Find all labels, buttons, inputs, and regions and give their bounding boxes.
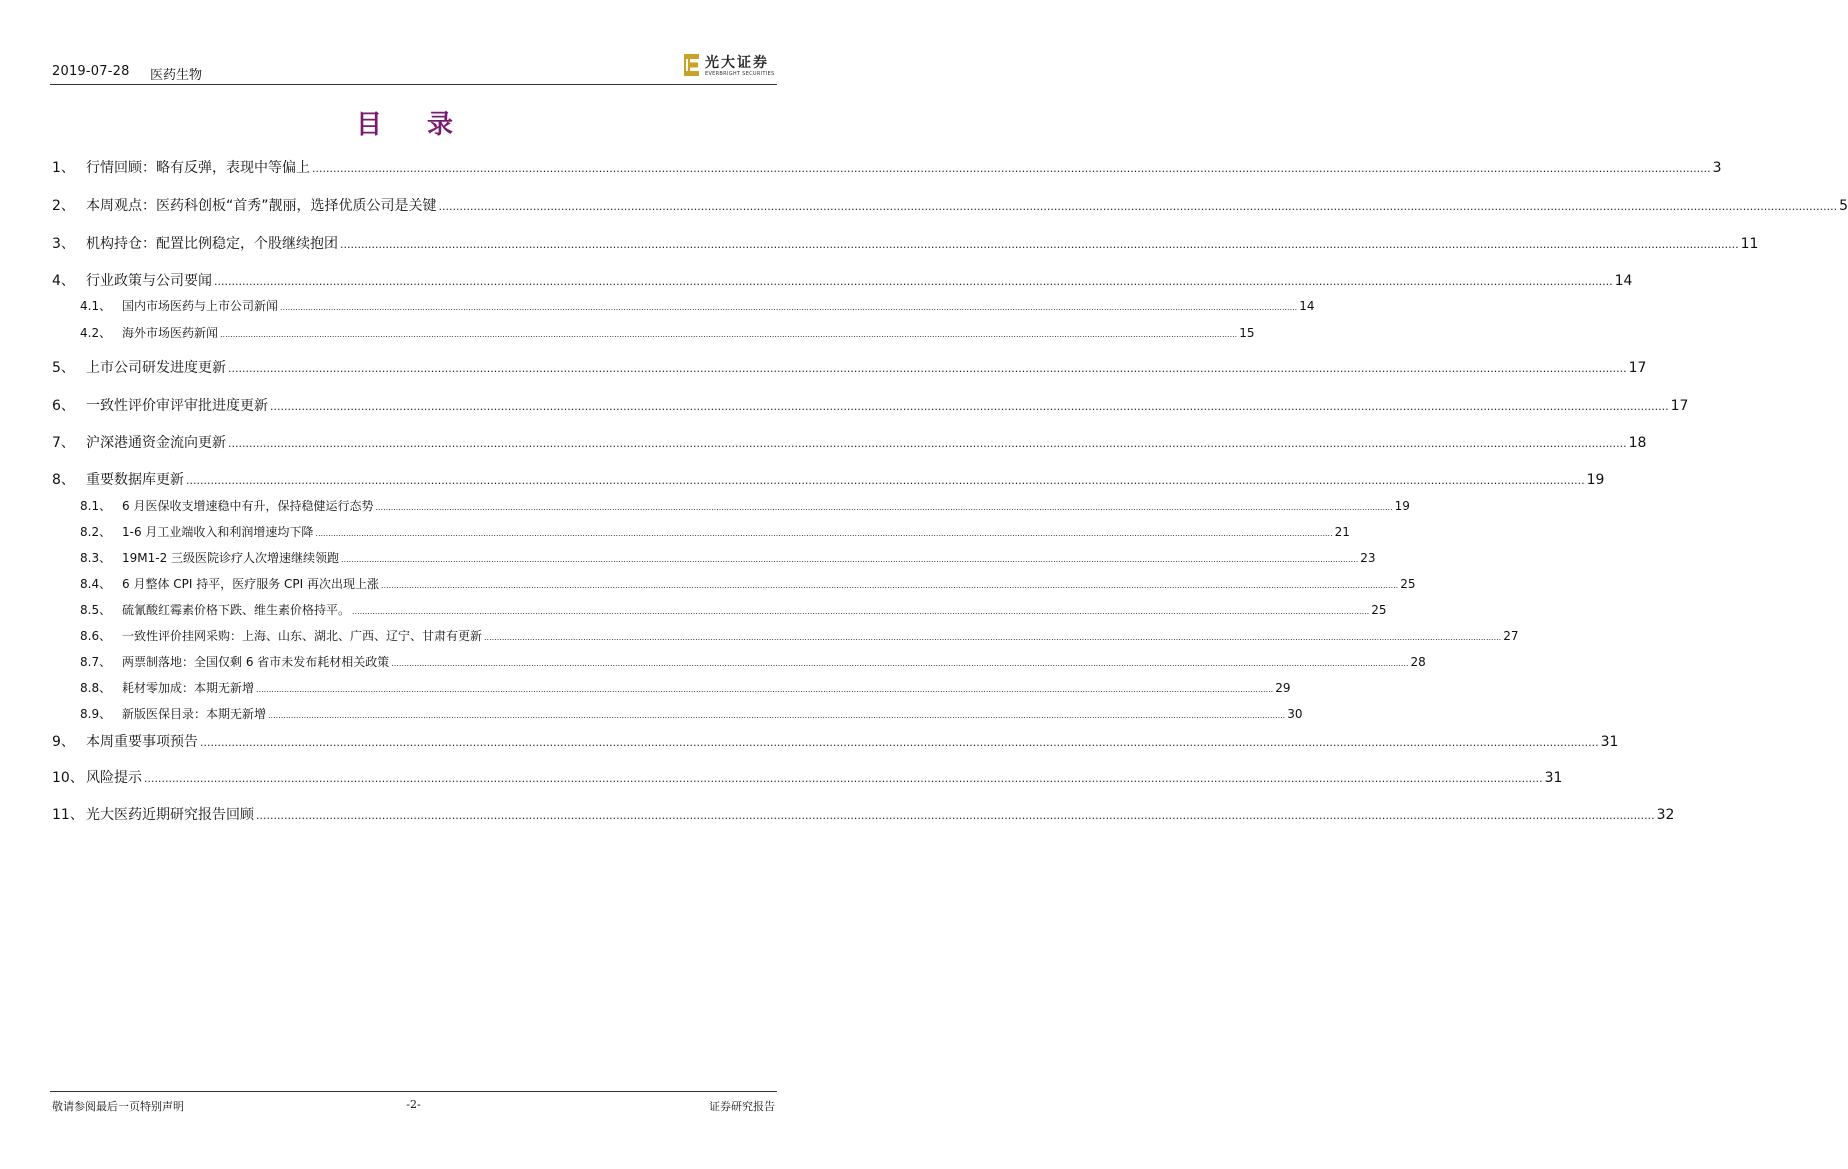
toc-leader-dots: ................................................................................................................................................................................................................................................................................................................................................................................................................ [220,330,1238,339]
logo-english-name: EVERBRIGHT SECURITIES [705,71,775,77]
toc-entry-page: 14 [1299,299,1315,313]
toc-entry-page: 3 [1712,160,1722,176]
toc-entry-page: 31 [1600,734,1619,750]
toc-title: 目 录 [355,110,472,140]
toc-entry-page: 31 [1544,770,1563,786]
toc-entry[interactable] [80,601,1387,618]
report-date: 2019-07-28 [52,64,130,79]
toc-leader-dots: ................................................................................................................................................................................................................................................................................................................................................................................................................ [484,633,1502,642]
toc-entry[interactable] [52,767,1563,787]
page-header [50,46,777,85]
toc-entry-page: 30 [1287,707,1303,721]
toc-entry-page: 19 [1394,499,1410,513]
toc-leader-dots: ................................................................................................................................................................................................................................................................................................................................................................................................................ [315,529,1333,538]
toc-entry-page: 18 [1628,435,1647,451]
toc-entry-title: 重要数据库更新 [86,472,184,488]
toc-leader-dots: ................................................................................................................................................................................................................................................................................................................................................................................................................ [228,437,1627,450]
page-number: -2- [406,1098,421,1111]
toc-leader-dots: ................................................................................................................................................................................................................................................................................................................................................................................................................ [340,238,1739,251]
report-type: 证券研究报告 [709,1100,775,1113]
toc-leader-dots: ................................................................................................................................................................................................................................................................................................................................................................................................................ [391,659,1409,668]
toc-leader-dots: ................................................................................................................................................................................................................................................................................................................................................................................................................ [381,581,1399,590]
toc-leader-dots: ................................................................................................................................................................................................................................................................................................................................................................................................................ [280,303,1298,312]
toc-entry-number: 8.2、 [80,525,112,539]
toc-entry-page: 19 [1586,472,1605,488]
toc-entry-page: 25 [1371,603,1387,617]
toc-entry[interactable] [52,233,1759,253]
toc-entry[interactable] [52,804,1675,824]
toc-entry-title: 沪深港通资金流向更新 [86,435,226,451]
toc-entry-title: 6 月医保收支增速稳中有升，保持稳健运行态势 [122,499,374,513]
toc-entry-number: 8.5、 [80,603,112,617]
toc-entry-title: 6 月整体 CPI 持平，医疗服务 CPI 再次出现上涨 [122,577,380,591]
toc-entry-number: 6、 [52,398,75,414]
toc-entry-page: 25 [1400,577,1416,591]
toc-entry-number: 9、 [52,734,75,750]
toc-leader-dots: ................................................................................................................................................................................................................................................................................................................................................................................................................ [312,162,1711,175]
toc-entry[interactable] [80,297,1315,314]
toc-leader-dots: ................................................................................................................................................................................................................................................................................................................................................................................................................ [375,503,1393,512]
toc-entry[interactable] [80,324,1255,341]
toc-entry-title: 两票制落地：全国仅剩 6 省市未发布耗材相关政策 [122,655,390,669]
toc-entry-page: 14 [1614,273,1633,289]
toc-entry-page: 11 [1740,236,1759,252]
toc-entry-number: 4.1、 [80,299,112,313]
toc-leader-dots: ................................................................................................................................................................................................................................................................................................................................................................................................................ [186,474,1585,487]
toc-entry[interactable] [52,157,1722,177]
toc-entry-title: 光大医药近期研究报告回顾 [86,807,254,823]
toc-entry-number: 2、 [52,198,75,214]
toc-entry-number: 8.7、 [80,655,112,669]
toc-entry-number: 10、 [52,770,84,786]
toc-leader-dots: ................................................................................................................................................................................................................................................................................................................................................................................................................ [268,711,1286,720]
toc-entry-title: 19M1-2 三级医院诊疗人次增速继续领跑 [122,551,340,565]
toc-entry-number: 4.2、 [80,326,112,340]
toc-entry-number: 4、 [52,273,75,289]
page-footer [50,1091,777,1116]
toc-leader-dots: ................................................................................................................................................................................................................................................................................................................................................................................................................ [270,400,1669,413]
toc-entry-number: 8.3、 [80,551,112,565]
toc-entry-page: 29 [1275,681,1291,695]
toc-entry[interactable] [80,497,1410,514]
toc-entry[interactable] [80,549,1376,566]
toc-entry[interactable] [52,731,1619,751]
footer-disclaimer: 敬请参阅最后一页特别声明 [52,1100,184,1113]
toc-entry-number: 7、 [52,435,75,451]
toc-entry-title: 国内市场医药与上市公司新闻 [122,299,279,313]
toc-entry-title: 1-6 月工业端收入和利润增速均下降 [122,525,314,539]
toc-leader-dots: ................................................................................................................................................................................................................................................................................................................................................................................................................ [228,362,1627,375]
toc-entry[interactable] [80,653,1426,670]
toc-entry-title: 海外市场医药新闻 [122,326,219,340]
toc-entry-title: 风险提示 [86,770,142,786]
toc-entry-page: 32 [1656,807,1675,823]
toc-entry[interactable] [80,705,1303,722]
toc-entry[interactable] [80,575,1416,592]
toc-leader-dots: ................................................................................................................................................................................................................................................................................................................................................................................................................ [256,685,1274,694]
toc-entry-title: 本周观点：医药科创板“首秀”靓丽，选择优质公司是关键 [86,198,437,214]
toc-entry-title: 行情回顾：略有反弹，表现中等偏上 [86,160,310,176]
toc-leader-dots: ................................................................................................................................................................................................................................................................................................................................................................................................................ [341,555,1359,564]
toc-leader-dots: ................................................................................................................................................................................................................................................................................................................................................................................................................ [144,772,1543,785]
toc-entry-page: 15 [1239,326,1255,340]
toc-entry[interactable] [52,469,1605,489]
toc-entry-page: 21 [1334,525,1350,539]
toc-entry-number: 8.8、 [80,681,112,695]
toc-entry[interactable] [52,195,1848,215]
toc-entry[interactable] [80,523,1350,540]
toc-leader-dots: ................................................................................................................................................................................................................................................................................................................................................................................................................ [438,200,1838,213]
toc-entry[interactable] [52,395,1689,415]
toc-entry-title: 机构持仓：配置比例稳定，个股继续抱团 [86,236,338,252]
report-sector: 医药生物 [150,68,203,83]
everbright-logo-icon [683,53,701,77]
toc-entry-number: 8.4、 [80,577,112,591]
toc-entry-title: 新版医保目录：本期无新增 [122,707,267,721]
toc-entry-page: 17 [1628,360,1647,376]
toc-entry-title: 硫氰酸红霉素价格下跌、维生素价格持平。 [122,603,351,617]
toc-entry[interactable] [52,270,1633,290]
toc-entry-page: 17 [1670,398,1689,414]
toc-leader-dots: ................................................................................................................................................................................................................................................................................................................................................................................................................ [200,736,1599,749]
toc-entry-title: 一致性评价审评审批进度更新 [86,398,268,414]
toc-entry-page: 5 [1839,198,1848,214]
toc-entry-number: 8.9、 [80,707,112,721]
toc-entry-title: 本周重要事项预告 [86,734,198,750]
toc-entry-number: 8、 [52,472,75,488]
toc-entry-page: 23 [1360,551,1376,565]
toc-entry[interactable] [80,679,1291,696]
toc-entry[interactable] [80,627,1519,644]
logo-chinese-name: 光大证券 [705,55,769,71]
toc-entry-number: 8.6、 [80,629,112,643]
toc-entry-title: 耗材零加成：本期无新增 [122,681,255,695]
company-logo [683,52,775,80]
toc-entry[interactable] [52,357,1647,377]
toc-entry-page: 27 [1503,629,1519,643]
toc-leader-dots: ................................................................................................................................................................................................................................................................................................................................................................................................................ [352,607,1370,616]
toc-leader-dots: ................................................................................................................................................................................................................................................................................................................................................................................................................ [256,809,1655,822]
toc-entry-number: 3、 [52,236,75,252]
toc-entry-number: 11、 [52,807,84,823]
toc-entry-number: 8.1、 [80,499,112,513]
toc-entry-title: 行业政策与公司要闻 [86,273,212,289]
toc-entry-number: 1、 [52,160,75,176]
toc-entry-number: 5、 [52,360,75,376]
toc-leader-dots: ................................................................................................................................................................................................................................................................................................................................................................................................................ [214,275,1613,288]
toc-entry-title: 一致性评价挂网采购：上海、山东、湖北、广西、辽宁、甘肃有更新 [122,629,483,643]
toc-entry[interactable] [52,432,1647,452]
toc-entry-page: 28 [1410,655,1426,669]
toc-entry-title: 上市公司研发进度更新 [86,360,226,376]
